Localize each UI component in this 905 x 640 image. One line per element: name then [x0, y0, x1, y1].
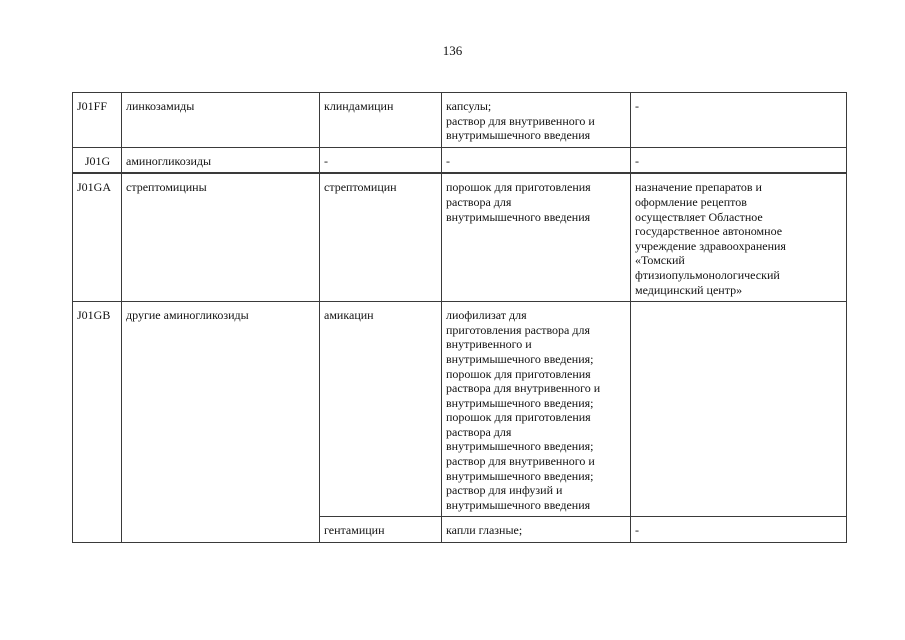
table-row [73, 147, 847, 173]
dosage-form-line: капли глазные; [446, 523, 523, 538]
dosage-form-line: капсулы; [446, 99, 492, 113]
note-cell [631, 517, 847, 543]
dosage-forms-cell [442, 173, 631, 301]
atc-code-cell: J01GB [73, 302, 122, 543]
note-line: медицинский центр» [635, 282, 743, 297]
dosage-form-line: внутримышечного введения [446, 209, 591, 224]
dosage-form-line: раствор для внутривенного и [446, 454, 595, 469]
dosage-forms-cell [442, 93, 631, 148]
group-cell: линкозамиды [122, 93, 320, 148]
drug-cell: - [320, 147, 442, 173]
dosage-form-line: внутримышечного введения [446, 128, 591, 143]
group-cell: стрептомицины [122, 173, 320, 301]
note-cell [631, 93, 847, 148]
drug-cell: гентамицин [320, 517, 442, 543]
dosage-form-line: раствор для внутривенного и [446, 113, 595, 128]
note-line: государственное автономное [635, 224, 783, 239]
dosage-form-line: внутривенного и [446, 337, 532, 352]
dosage-form-line: внутримышечного введения; [446, 468, 594, 483]
dosage-form-line: порошок для приготовления [446, 366, 591, 381]
page-number: 136 [442, 43, 463, 58]
note-line: учреждение здравоохранения [635, 238, 786, 253]
note-line: - [635, 99, 639, 113]
atc-code-cell: J01FF [73, 93, 122, 148]
note-line: - [635, 523, 639, 538]
dosage-form-line: раствора для [446, 424, 512, 439]
dosage-form-line: внутримышечного введения; [446, 351, 594, 366]
drug-cell: амикацин [320, 302, 442, 517]
drug-table [72, 92, 847, 543]
drug-cell: клиндамицин [320, 93, 442, 148]
dosage-forms-cell [442, 147, 631, 173]
note-line: осуществляет Областное [635, 209, 763, 224]
dosage-form-line: порошок для приготовления [446, 180, 591, 195]
note-line: «Томский [635, 253, 685, 268]
group-cell: другие аминогликозиды [122, 302, 320, 543]
atc-code-cell: J01G [73, 147, 122, 173]
group-cell: аминогликозиды [122, 147, 320, 173]
note-cell [631, 173, 847, 301]
dosage-form-line: раствора для [446, 194, 512, 209]
dosage-form-line: внутримышечного введения [446, 497, 591, 512]
note-line: - [635, 153, 639, 168]
dosage-forms-cell [442, 302, 631, 517]
dosage-form-line: раствор для инфузий и [446, 483, 563, 498]
dosage-form-line: приготовления раствора для [446, 322, 590, 337]
note-line: фтизиопульмонологический [635, 267, 780, 282]
dosage-forms-cell [442, 517, 631, 543]
dosage-form-line: внутримышечного введения; [446, 395, 594, 410]
note-cell [631, 302, 847, 517]
dosage-form-line: порошок для приготовления [446, 410, 591, 425]
note-line: оформление рецептов [635, 194, 747, 209]
note-cell [631, 147, 847, 173]
dosage-form-line: лиофилизат для [446, 308, 527, 323]
table-row [73, 302, 847, 517]
dosage-form-line: раствора для внутривенного и [446, 381, 601, 396]
atc-code-cell: J01GA [73, 173, 122, 301]
table-row [73, 93, 847, 148]
table-row [73, 173, 847, 301]
note-line: назначение препаратов и [635, 180, 762, 195]
drug-cell: стрептомицин [320, 173, 442, 301]
dosage-form-line: внутримышечного введения; [446, 439, 594, 454]
dosage-form-line: - [446, 153, 450, 168]
